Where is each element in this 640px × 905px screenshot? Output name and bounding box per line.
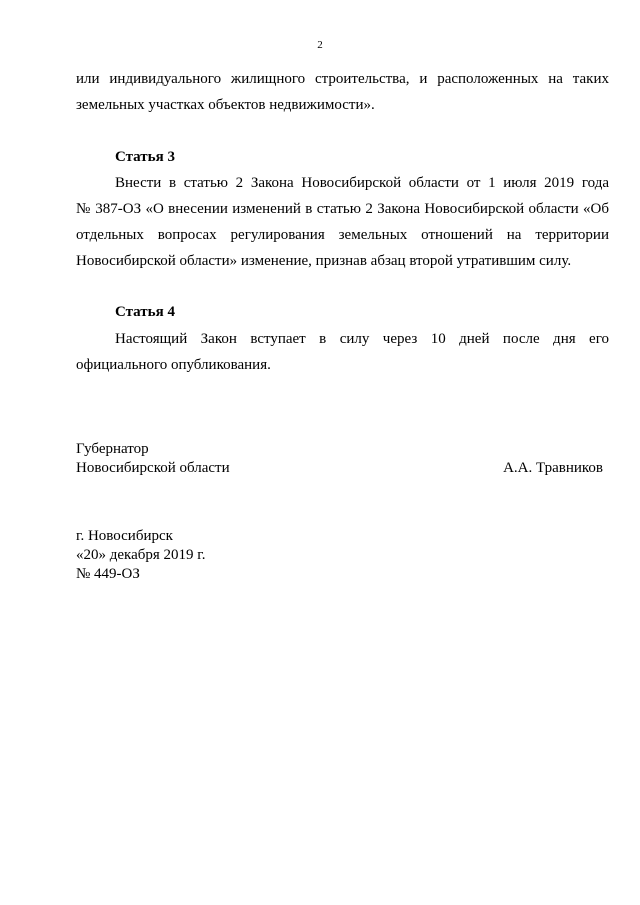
article-4-heading: Статья 4 [115,304,175,320]
footer-date: «20» декабря 2019 г. [76,547,206,563]
footer-city: г. Новосибирск [76,528,173,544]
text-line: № 387-ОЗ «О внесении изменений в статью 2 Закона Новосибирской области «Об [76,201,609,217]
text-line: Настоящий Закон вступает в силу через 10 дней после дня его [115,331,609,347]
text-line: отдельных вопросах регулирования земельных отношений на территории [76,227,609,243]
article-3-paragraph [76,170,609,274]
text-line: Новосибирской области» изменение, признав абзац второй утратившим силу. [76,253,572,269]
signature-block [76,440,609,478]
signature-title-line1: Губернатор [76,441,149,457]
article-4-paragraph [76,326,609,378]
footer-number: № 449-ОЗ [76,566,140,582]
article-3-heading: Статья 3 [115,149,175,165]
text-line: или индивидуального жилищного строительства, и расположенных на таких [76,71,609,87]
text-line: Внести в статью 2 Закона Новосибирской области от 1 июля 2019 года [115,175,609,191]
text-line: официального опубликования. [76,357,271,373]
signature-name: А.А. Травников [503,460,603,476]
document-footer [76,527,206,584]
continuation-paragraph [76,66,609,118]
text-line: земельных участках объектов недвижимости». [76,97,375,113]
page-number: 2 [317,39,323,51]
signature-title-line2: Новосибирской области [76,460,230,476]
signature-row [76,459,609,478]
